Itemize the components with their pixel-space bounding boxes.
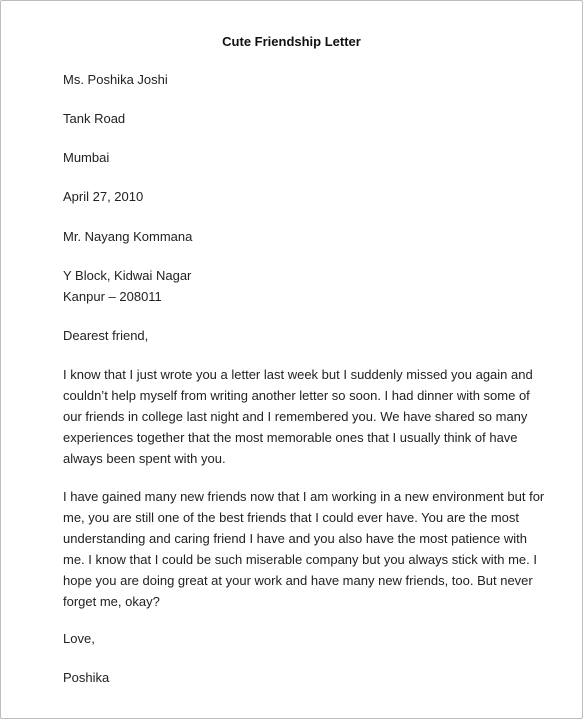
paragraph-line: couldn’t help myself from writing another letter so soon. I had dinner with some of (63, 388, 530, 403)
paragraph-line: understanding and caring friend I have and you also have the most patience with (63, 531, 527, 546)
letter-title: Cute Friendship Letter (222, 34, 361, 49)
paragraph-line: I have gained many new friends now that I am working in a new environment but for (63, 489, 545, 504)
letter-date: April 27, 2010 (63, 189, 144, 204)
paragraph-line: hope you are doing great at your work and have many new friends, too. But never (63, 573, 533, 588)
paragraph-line: I know that I just wrote you a letter last week but I suddenly missed you again and (63, 367, 533, 382)
body-paragraph-2 (63, 486, 545, 612)
body-paragraph-1 (63, 364, 533, 469)
paragraph-line: me. I know that I could be such miserable company but you always stick with me. I (63, 552, 537, 567)
salutation: Dearest friend, (63, 328, 149, 343)
paragraph-line: always been spent with you. (63, 451, 226, 466)
signature: Poshika (63, 670, 110, 685)
sender-name: Ms. Poshika Joshi (63, 72, 168, 87)
paragraph-line: forget me, okay? (63, 594, 160, 609)
sender-city: Mumbai (63, 150, 110, 165)
paragraph-line: me, you are still one of the best friends that I could ever have. You are the most (63, 510, 519, 525)
recipient-address-line1: Y Block, Kidwai Nagar (63, 268, 192, 283)
sender-street: Tank Road (63, 111, 126, 126)
recipient-address-line2: Kanpur – 208011 (63, 289, 162, 304)
paragraph-line: experiences together that the most memorable ones that I usually think of have (63, 430, 518, 445)
recipient-name: Mr. Nayang Kommana (63, 229, 193, 244)
closing: Love, (63, 631, 95, 646)
paragraph-line: our friends in college last night and I remembered you. We have shared so many (63, 409, 528, 424)
